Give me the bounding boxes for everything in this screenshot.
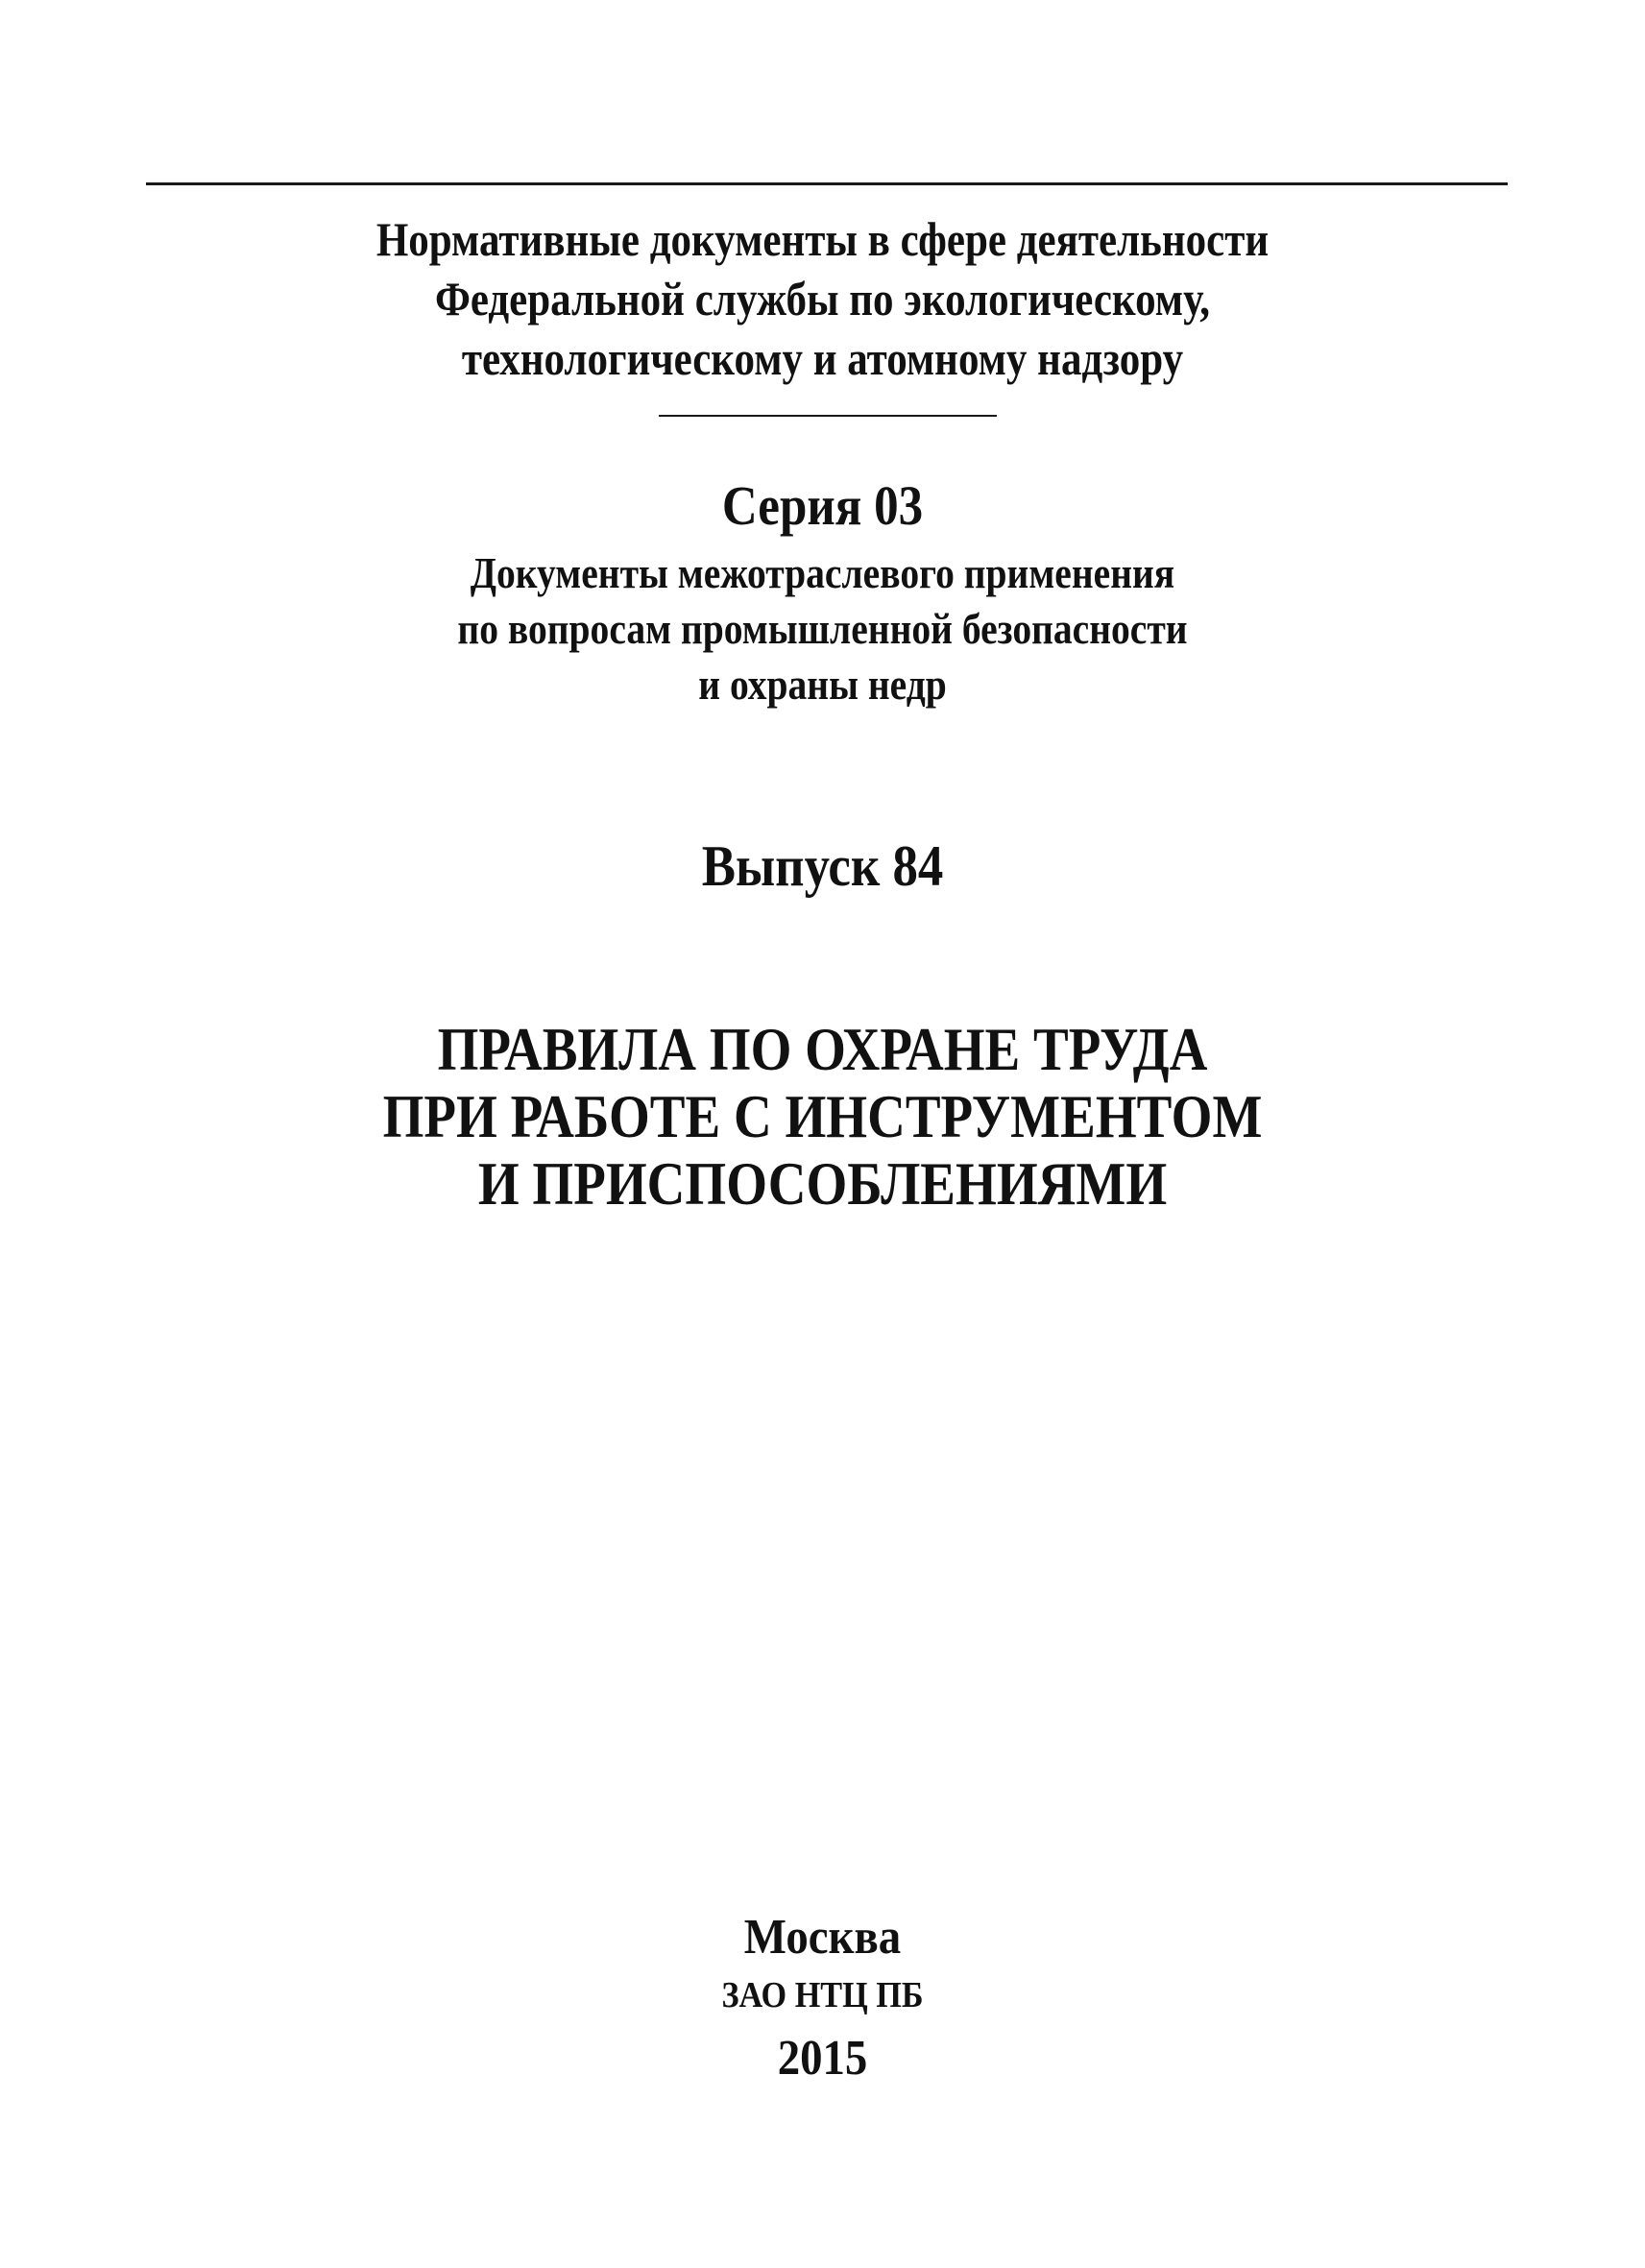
imprint-publisher — [83, 1968, 1563, 2022]
document-title-line-1: ПРАВИЛА ПО ОХРАНЕ ТРУДА — [437, 1015, 1208, 1083]
top-divider — [146, 182, 1508, 185]
document-title — [115, 1016, 1530, 1218]
org-line-1: Нормативные документы в сфере деятельности — [375, 212, 1270, 266]
issue-number — [99, 832, 1546, 901]
series-title — [99, 472, 1546, 540]
imprint-city-text: Москва — [743, 1910, 902, 1965]
imprint-city — [83, 1907, 1563, 1968]
imprint-year — [83, 2028, 1563, 2089]
document-title-line-3: И ПРИСПОСОБЛЕНИЯМИ — [477, 1149, 1168, 1218]
series-desc-line-1: Документы межотраслевого применения — [470, 548, 1175, 597]
issuing-organization — [115, 209, 1530, 388]
org-line-3: технологическому и атомному надзору — [461, 331, 1184, 385]
document-title-line-2: ПРИ РАБОТЕ С ИНСТРУМЕНТОМ — [382, 1082, 1263, 1150]
imprint-publisher-text: ЗАО НТЦ ПБ — [721, 1975, 924, 2015]
series-title-text: Серия 03 — [721, 474, 924, 537]
org-line-2: Федеральной службы по экологическому, — [434, 272, 1211, 326]
imprint-year-text: 2015 — [777, 2031, 868, 2086]
section-divider — [659, 415, 997, 417]
series-description — [115, 545, 1530, 712]
series-desc-line-3: и охраны недр — [698, 660, 947, 709]
series-desc-line-2: по вопросам промышленной безопасности — [457, 604, 1188, 653]
issue-number-text: Выпуск 84 — [701, 834, 944, 898]
